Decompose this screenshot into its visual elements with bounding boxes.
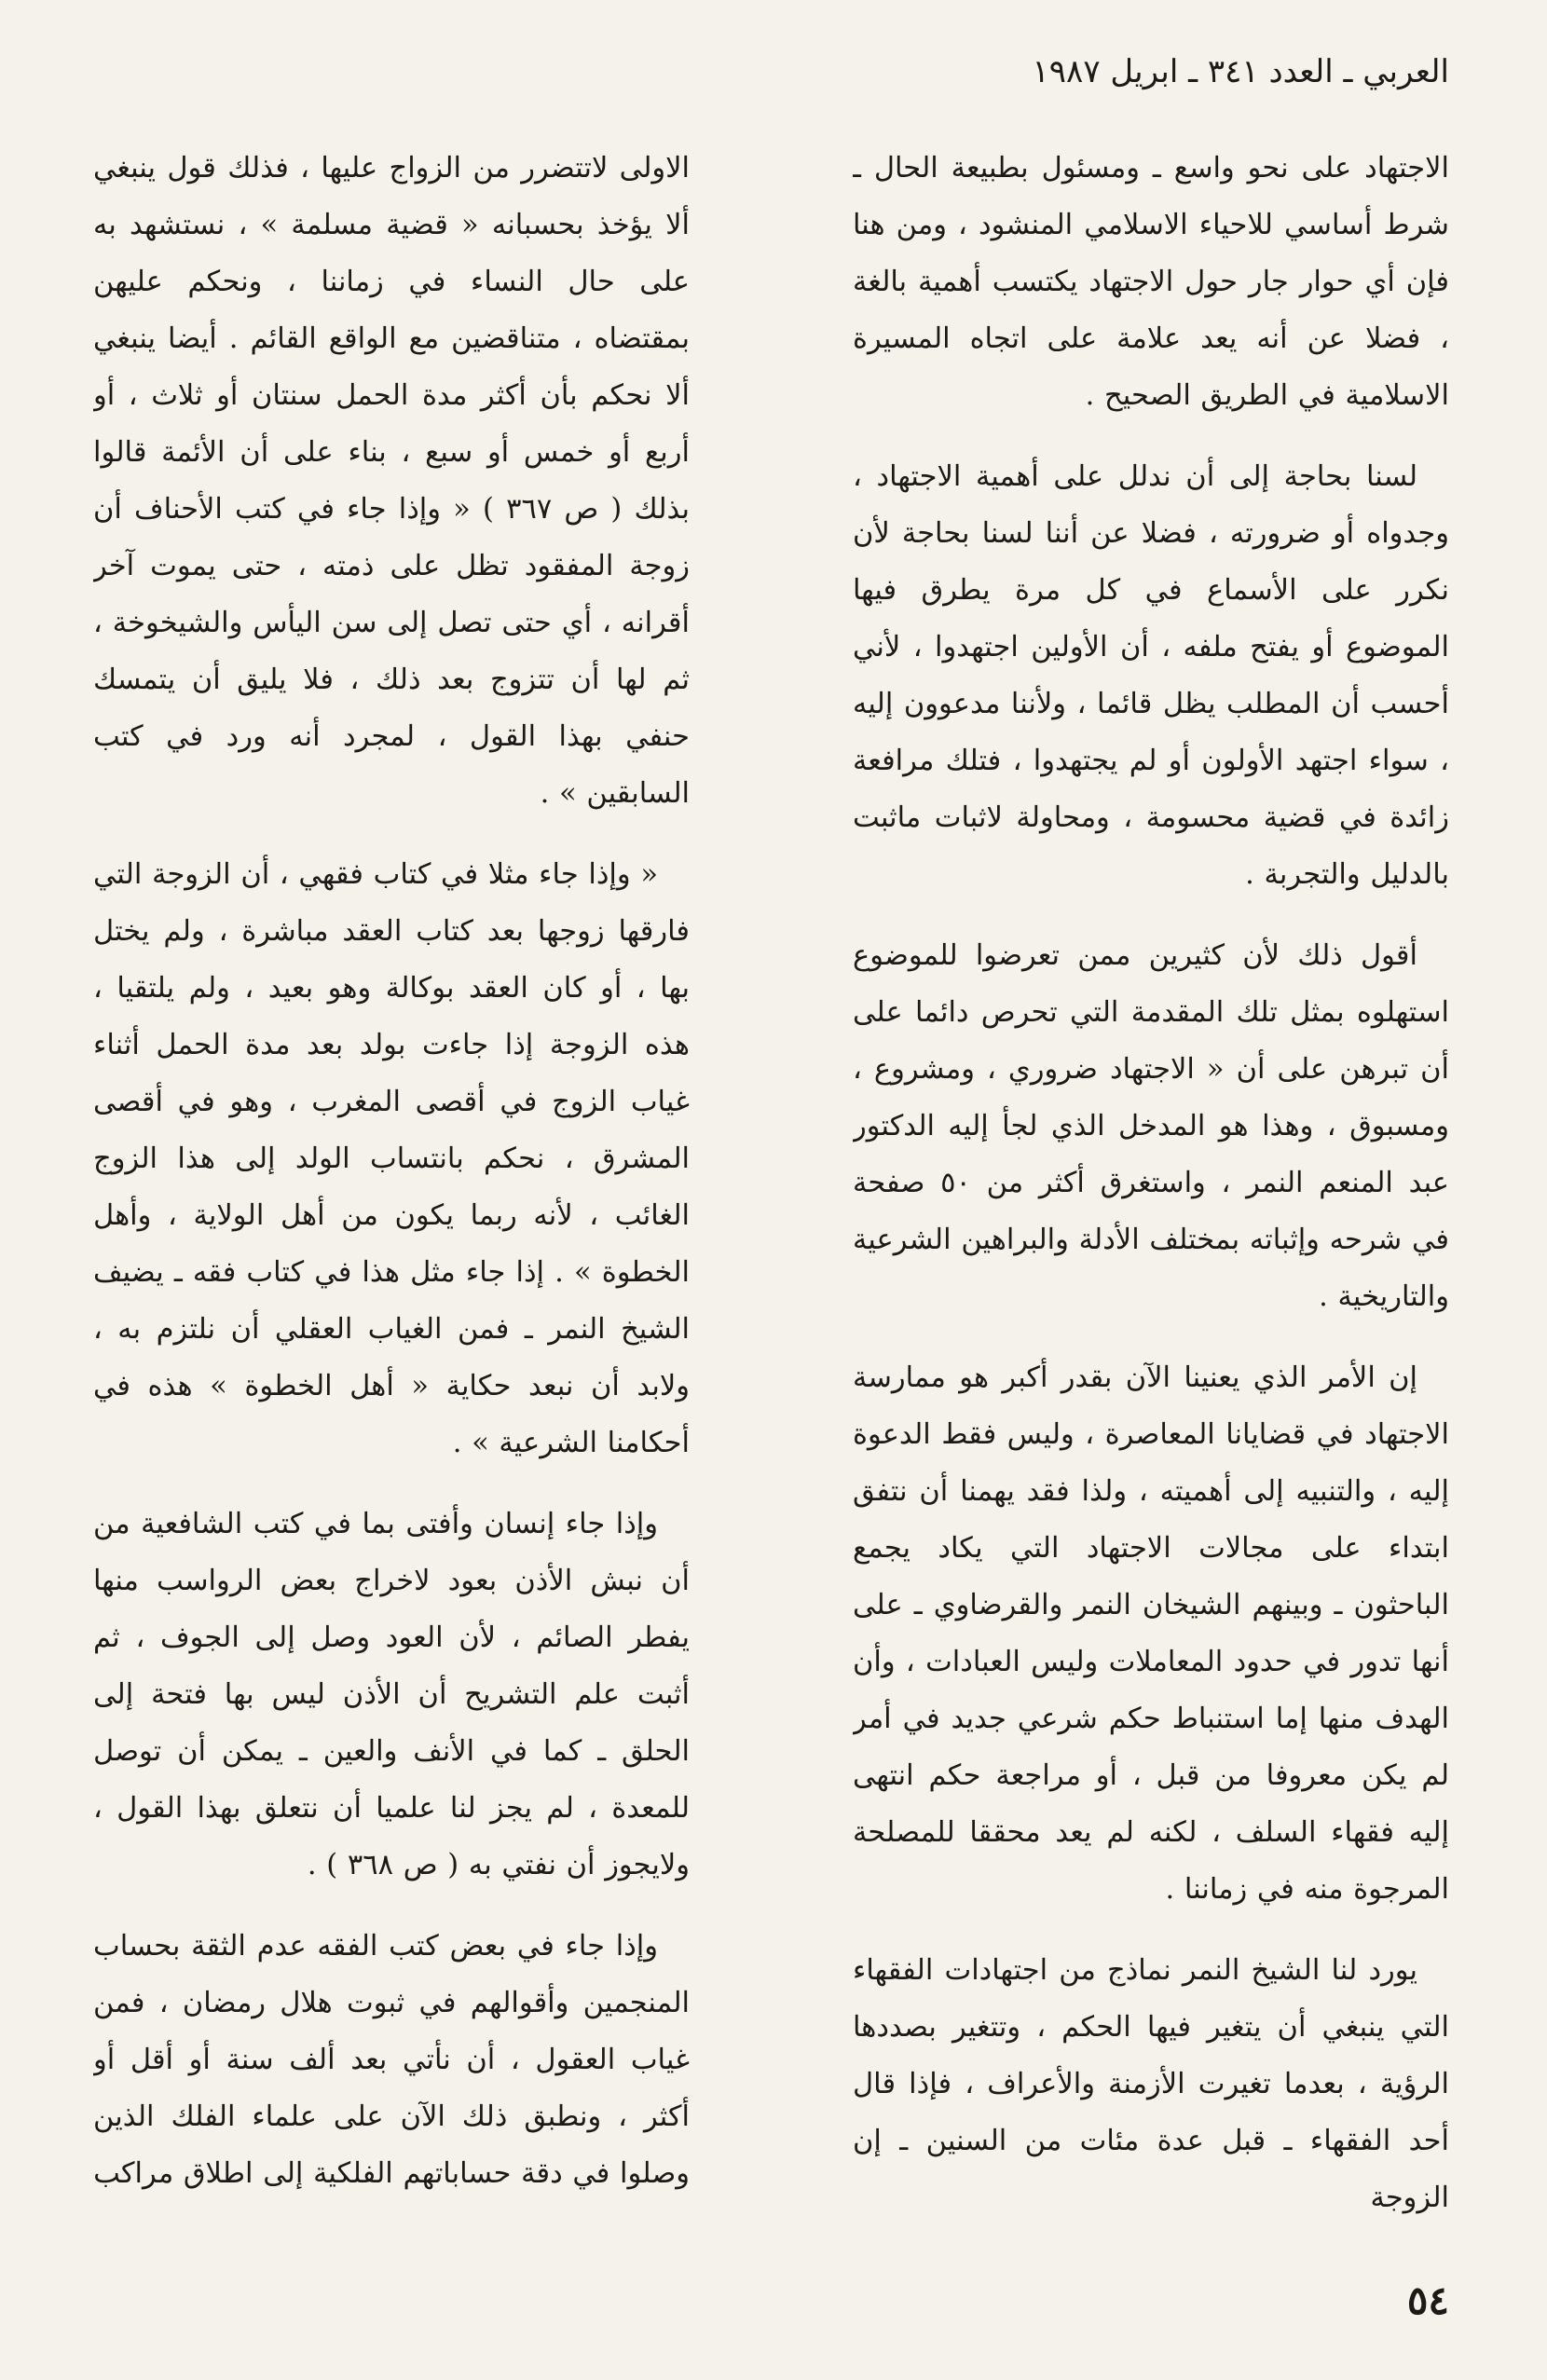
paragraph: الاولى لاتتضرر من الزواج عليها ، فذلك قول ينبغي ألا يؤخذ بحسبانه « قضية مسلمة » ، نستشهد به على حال النساء في زماننا ، ونحكم عليهن بمقتضاه ، متناقضين مع الواقع القائم . أيضا ينبغي ألا نحكم بأن أكثر مدة الحمل سنتان أو ثلاث ، أو أربع أو خمس أو سبع ، بناء على أن الأئمة قالوا بذلك ( ص ٣٦٧ ) « وإذا جاء في كتب الأحناف أن زوجة المفقود تظل على ذمته ، حتى يموت آخر أقرانه ، أي حتى تصل إلى سن اليأس والشيخوخة ، ثم لها أن تتزوج بعد ذلك ، فلا يليق أن يتمسك حنفي بهذا القول ، لمجرد أنه ورد في كتب السابقين » . bbox=[93, 152, 690, 810]
paragraph: أقول ذلك لأن كثيرين ممن تعرضوا للموضوع استهلوه بمثل تلك المقدمة التي تحرص دائما على أن تبرهن على أن « الاجتهاد ضروري ، ومشروع ، ومسبوق ، وهذا هو المدخل الذي لجأ إليه الدكتور عبد المنعم النمر ، واستغرق أكثر من ٥٠ صفحة في شرحه وإثباته بمختلف الأدلة والبراهين الشرعية والتاريخية . bbox=[853, 939, 1449, 1313]
paragraph: وإذا جاء إنسان وأفتى بما في كتب الشافعية من أن نبش الأذن بعود لاخراج بعض الرواسب منها يفطر الصائم ، لأن العود وصل إلى الجوف ، ثم أثبت علم التشريح أن الأذن ليس بها فتحة إلى الحلق ـ كما في الأنف والعين ـ يمكن أن توصل للمعدة ، لم يجز لنا علميا أن نتعلق بهذا القول ، ولايجوز أن نفتي به ( ص ٣٦٨ ) . bbox=[93, 1508, 690, 1881]
paragraph: وإذا جاء في بعض كتب الفقه عدم الثقة بحساب المنجمين وأقوالهم في ثبوت هلال رمضان ، فمن غياب العقول ، أن نأتي بعد ألف سنة أو أقل أو أكثر ، ونطبق ذلك الآن على علماء الفلك الذين وصلوا في دقة حساباتهم الفلكية إلى اطلاق مراكب bbox=[93, 1930, 690, 2190]
paragraph: لسنا بحاجة إلى أن ندلل على أهمية الاجتهاد ، وجدواه أو ضرورته ، فضلا عن أننا لسنا بحاجة لأن نكرر على الأسماع في كل مرة يطرق فيها الموضوع أو يفتح ملفه ، أن الأولين اجتهدوا ، لأني أحسب أن المطلب يظل قائما ، ولأننا مدعوون إليه ، سواء اجتهد الأولون أو لم يجتهدوا ، فتلك مرافعة زائدة في قضية محسومة ، ومحاولة لاثبات ماثبت بالدليل والتجربة . bbox=[853, 460, 1449, 891]
paragraph: إن الأمر الذي يعنينا الآن بقدر أكبر هو ممارسة الاجتهاد في قضايانا المعاصرة ، وليس فقط الدعوة إليه ، والتنبيه إلى أهميته ، ولذا فقد يهمنا أن نتفق ابتداء على مجالات الاجتهاد التي يكاد يجمع الباحثون ـ وبينهم الشيخان النمر والقرضاوي ـ على أنها تدور في حدود المعاملات وليس العبادات ، وأن الهدف منها إما استنباط حكم شرعي جديد في أمر لم يكن معروفا من قبل ، أو مراجعة حكم انتهى إليه فقهاء السلف ، لكنه لم يعد محققا للمصلحة المرجوة منه في زماننا . bbox=[853, 1361, 1449, 1906]
paragraph: يورد لنا الشيخ النمر نماذج من اجتهادات الفقهاء التي ينبغي أن يتغير فيها الحكم ، وتتغير بصددها الرؤية ، بعدما تغيرت الأزمنة والأعراف ، فإذا قال أحد الفقهاء ـ قبل عدة مئات من السنين ـ إن الزوجة bbox=[853, 1954, 1449, 2214]
right-column bbox=[853, 140, 1449, 2264]
paragraph: « وإذا جاء مثلا في كتاب فقهي ، أن الزوجة التي فارقها زوجها بعد كتاب العقد مباشرة ، ولم يختل بها ، أو كان العقد بوكالة وهو بعيد ، ولم يلتقيا ، هذه الزوجة إذا جاءت بولد بعد مدة الحمل أثناء غياب الزوج في أقصى المغرب ، وهو في أقصى المشرق ، نحكم بانتساب الولد إلى هذا الزوج الغائب ، لأنه ربما يكون من أهل الولاية ، وأهل الخطوة » . إذا جاء مثل هذا في كتاب فقه ـ يضيف الشيخ النمر ـ فمن الغياب العقلي أن نلتزم به ، ولابد أن نبعد حكاية « أهل الخطوة » هذه في أحكامنا الشرعية » . bbox=[93, 858, 690, 1459]
left-column bbox=[93, 140, 690, 2264]
paragraph: الاجتهاد على نحو واسع ـ ومسئول بطبيعة الحال ـ شرط أساسي للاحياء الاسلامي المنشود ، ومن هنا فإن أي حوار جار حول الاجتهاد يكتسب أهمية بالغة ، فضلا عن أنه يعد علامة على اتجاه المسيرة الاسلامية في الطريق الصحيح . bbox=[853, 152, 1449, 412]
page-number: ٥٤ bbox=[1406, 2277, 1449, 2323]
running-header: العربي ـ العدد ٣٤١ ـ ابريل ١٩٨٧ bbox=[1032, 53, 1449, 90]
